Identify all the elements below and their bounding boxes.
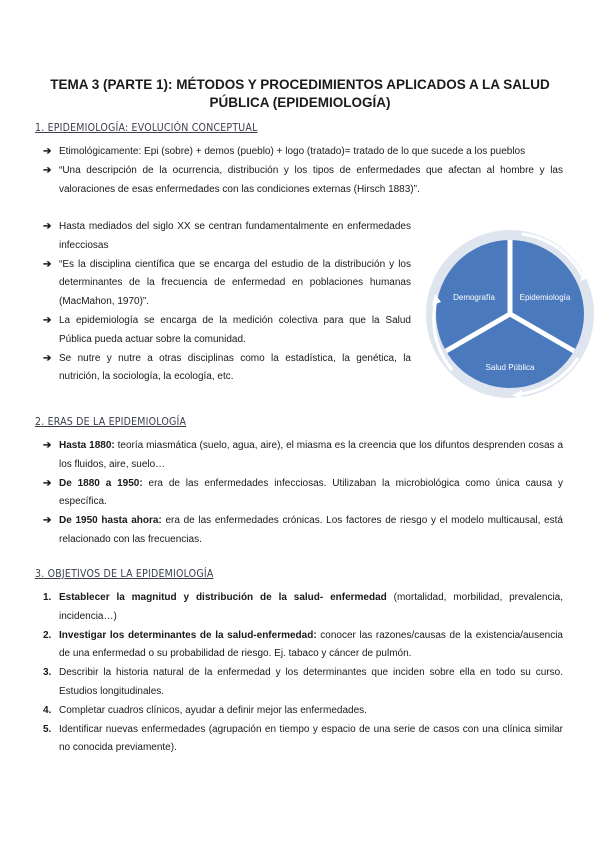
- list-item: ➔ La epidemiología se encarga de la medición colectiva para que la Salud Pública pueda actuar sobre la comunidad.: [43, 312, 411, 350]
- section-2-list: [43, 437, 563, 550]
- arrow-icon: ➔: [43, 146, 52, 157]
- list-item: 2. Investigar los determinantes de la salud-enfermedad: conocer las razones/causas de la existencia/ausencia de una enfermedad o su probabilidad de riesgo. Ej. tabaco y cáncer de pulmón.: [43, 629, 563, 660]
- list-item: ➔ “Una descripción de la ocurrencia, distribución y los tipos de enfermedades que afectan al hombre y las valoraciones de esas enfermedades con las condiciones externas (Hirsch 1883)”.: [43, 162, 563, 200]
- segment-label-epidemiologia: Epidemiología: [519, 293, 571, 302]
- segment-label-demografia: Demografía: [453, 293, 495, 302]
- section-3-list: [43, 589, 563, 758]
- list-item: ➔ Hasta mediados del siglo XX se centran fundamentalmente en enfermedades infecciosas: [43, 218, 411, 256]
- arrow-icon: ➔: [43, 352, 52, 364]
- arrow-icon: ➔: [43, 440, 52, 451]
- list-item: ➔ Etimológicamente: Epi (sobre) + demos (pueblo) + logo (tratado)= tratado de lo que sucede a los pueblos: [43, 143, 563, 162]
- arrow-icon: ➔: [43, 164, 52, 176]
- arrow-icon: ➔: [43, 258, 52, 270]
- arrow-icon: ➔: [43, 515, 52, 527]
- section-2-heading: 2. ERAS DE LA EPIDEMIOLOGÍA: [35, 416, 187, 428]
- arrow-icon: ➔: [43, 221, 52, 232]
- list-item: ➔ Hasta 1880: teoría miasmática (suelo, agua, aire), el miasma es la creencia que los difuntos desprenden cosas a los fluidos, aire, suelo…: [43, 437, 563, 475]
- title-line-2: PÚBLICA (EPIDEMIOLOGÍA): [209, 95, 391, 110]
- list-item: 3. Describir la historia natural de la enfermedad y los determinantes que inciden sobre ella en todo su curso. Estudios longitudinales.: [43, 667, 563, 697]
- epidemiology-cycle-diagram: [422, 220, 598, 410]
- list-item: ➔ De 1950 hasta ahora: era de las enfermedades crónicas. Los factores de riesgo y el modelo multicausal, está relacionado con las frecuencias.: [43, 512, 563, 550]
- arrow-icon: ➔: [43, 477, 52, 489]
- list-item: ➔ Se nutre y nutre a otras disciplinas como la estadística, la genética, la nutrición, la sociología, la ecología, etc.: [43, 350, 411, 388]
- list-item: 5. Identificar nuevas enfermedades (agrupación en tiempo y espacio de una serie de casos con una clínica similar no conocida previamente).: [43, 723, 563, 754]
- arrow-icon: ➔: [43, 314, 52, 326]
- section-1-list-narrow: [43, 218, 411, 387]
- section-1-heading: 1. EPIDEMIOLOGÍA: EVOLUCIÓN CONCEPTUAL: [35, 122, 258, 134]
- page-title: [30, 76, 570, 112]
- section-3-heading: 3. OBJETIVOS DE LA EPIDEMIOLOGÍA: [35, 568, 214, 580]
- segment-label-salud-publica: Salud Pública: [485, 363, 535, 372]
- section-1-list: [43, 143, 563, 199]
- list-item: ➔ De 1880 a 1950: era de las enfermedades infecciosas. Utilizaban la microbiológica como única causa y específica.: [43, 475, 563, 513]
- title-line-1: TEMA 3 (PARTE 1): MÉTODOS Y PROCEDIMIENTOS APLICADOS A LA SALUD: [50, 77, 550, 92]
- list-item: 1. Establecer la magnitud y distribución de la salud- enfermedad (mortalidad, morbilidad, prevalencia, incidencia…): [43, 592, 564, 622]
- list-item: 4. Completar cuadros clínicos, ayudar a definir mejor las enfermedades.: [43, 704, 367, 716]
- list-item: ➔ “Es la disciplina científica que se encarga del estudio de la distribución y los determinantes de la frecuencia de enfermedad en poblaciones humanas (MacMahon, 1970)”.: [43, 256, 411, 312]
